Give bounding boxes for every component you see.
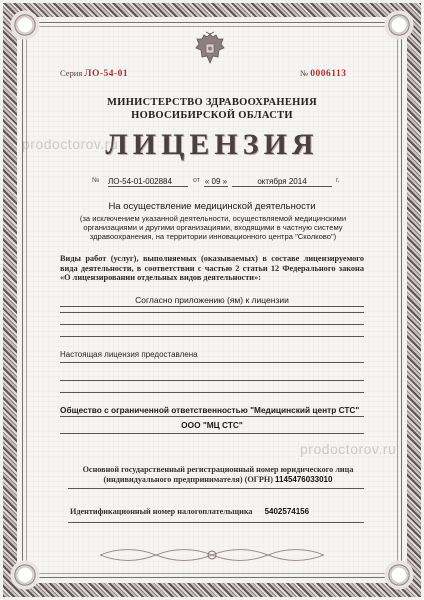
watermark-bottom: prodoctorov.ru: [300, 441, 397, 457]
activity-note: (за исключением указанной деятельности, осуществляемой медицинскими организациями и другими организациями, входящими в частную систему здравоохранения, на территории инновационного центра "Сколково"): [79, 214, 347, 241]
blank-line: [60, 392, 364, 393]
license-provided-to: Настоящая лицензия предоставлена: [60, 350, 198, 359]
according-to-annex: Согласно приложению (ям) к лицензии: [60, 295, 364, 307]
form-number-field: [300, 68, 346, 79]
form-number-label: №: [300, 68, 309, 78]
corner-rosette-icon: [382, 558, 416, 592]
blank-line: [60, 336, 364, 337]
inn-label: Идентификационный номер налогоплательщика: [70, 507, 253, 516]
corner-rosette-icon: [8, 8, 42, 42]
watermark-top: prodoctorov.ru: [22, 136, 119, 152]
works-description: Виды работ (услуг), выполняемых (оказываемых) в составе лицензируемого вида деятельности, в соответствии с частью 2 статьи 12 Федерального закона «О лицензировании отдельных видов деятельности»:: [60, 254, 364, 283]
ogrn-label-line-2: (индивидуального предпринимателя) (ОГРН): [103, 475, 273, 484]
ministry-line-2: НОВОСИБИРСКОЙ ОБЛАСТИ: [131, 110, 293, 121]
coat-of-arms-icon: [194, 31, 226, 69]
inn-block: [70, 507, 360, 516]
license-number-value: ЛО-54-01-002884: [108, 177, 188, 187]
date-day: « 09 »: [204, 177, 228, 186]
license-number-row: [92, 177, 342, 189]
ogrn-label-line-1: Основной государственный регистрационный номер юридического лица: [82, 465, 354, 474]
date-month-year: октября 2014: [232, 177, 332, 187]
series-value: ЛО-54-01: [84, 69, 129, 79]
ogrn-block: [68, 465, 368, 485]
blank-line: [60, 312, 364, 313]
blank-line: [68, 522, 364, 523]
series-field: [60, 68, 128, 79]
document-title: ЛИЦЕНЗИЯ: [105, 128, 319, 161]
blank-line: [68, 488, 364, 489]
blank-line: [60, 362, 364, 363]
organization-short-name: ООО "МЦ СТС": [181, 420, 243, 430]
date-from-label: от: [193, 177, 200, 184]
license-number-label: №: [92, 177, 100, 184]
issuing-authority: [80, 96, 344, 122]
form-number-value: 0006113: [310, 69, 347, 79]
ministry-line-1: МИНИСТЕРСТВО ЗДРАВООХРАНЕНИЯ: [107, 97, 317, 108]
inn-value: 5402574156: [264, 507, 310, 516]
corner-rosette-icon: [8, 558, 42, 592]
licensed-activity: На осуществление медицинской деятельности: [108, 201, 316, 212]
organization-full-name: Общество с ограниченной ответственностью "Медицинский центр СТС": [60, 405, 364, 417]
blank-line: [60, 380, 364, 381]
blank-line: [60, 324, 364, 325]
blank-line: [60, 433, 364, 434]
bottom-ornament-icon: [100, 544, 324, 566]
ogrn-value: 1145476033010: [275, 475, 333, 484]
series-label: Серия: [60, 68, 83, 78]
corner-rosette-icon: [382, 8, 416, 42]
year-suffix: г.: [336, 177, 340, 184]
